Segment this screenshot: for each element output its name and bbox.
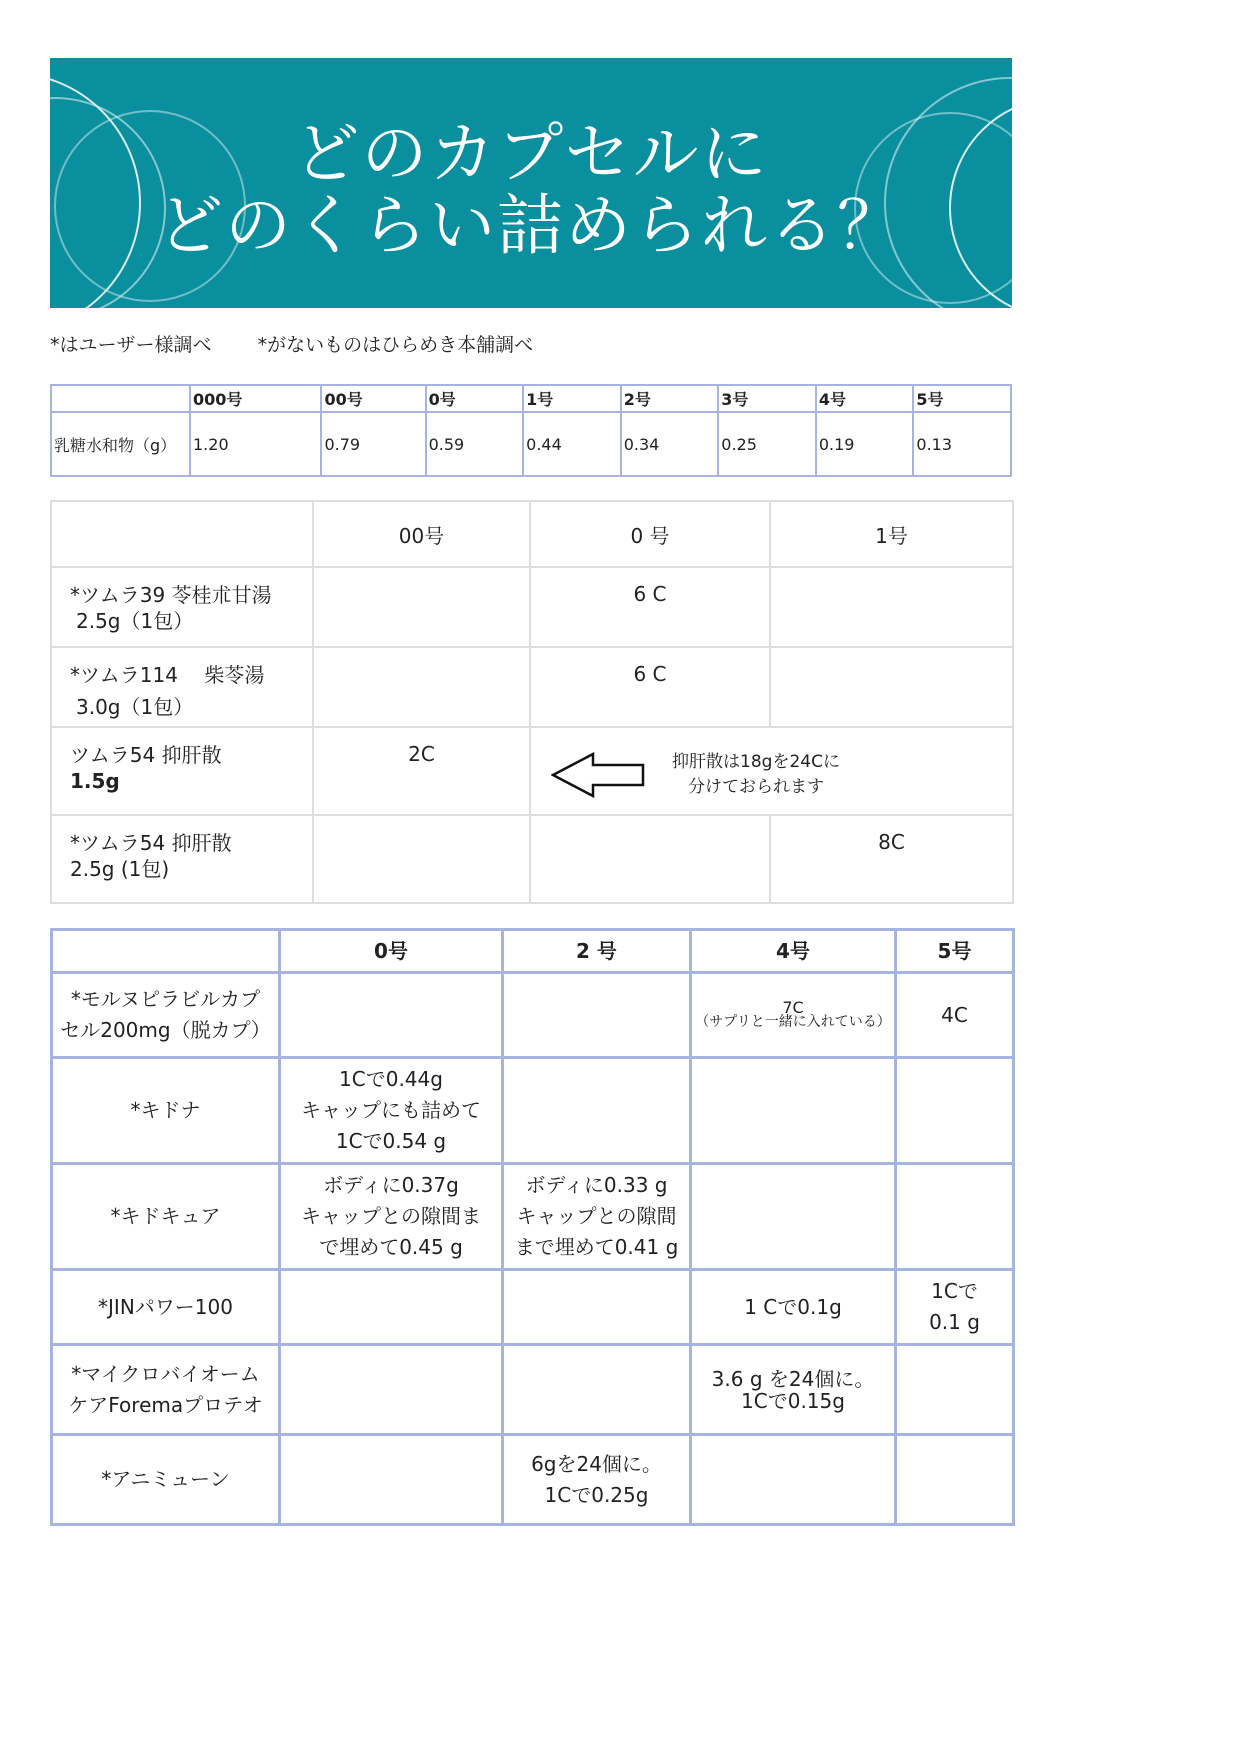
cell-2	[503, 1435, 691, 1525]
table-row	[52, 1270, 1014, 1345]
value-cell: 0.19	[816, 412, 914, 476]
cell-0	[280, 1435, 503, 1525]
row-label	[51, 815, 313, 903]
cell-line: キャップにも詰めて	[301, 1098, 481, 1122]
cell-0: 6 C	[530, 567, 770, 647]
cell-5: 4C	[896, 973, 1014, 1058]
title-line-2: どのくらい詰められる？	[157, 187, 905, 264]
row-label	[51, 567, 313, 647]
cell-5	[896, 1345, 1014, 1435]
value-cell: 0.79	[321, 412, 425, 476]
cell-0: 6 C	[530, 647, 770, 727]
cell-line: 1Cで0.25g	[544, 1482, 649, 1507]
cell-0	[280, 1164, 503, 1270]
table-row	[51, 567, 1013, 647]
value-cell: 0.13	[913, 412, 1011, 476]
row-label-name: *ツムラ54 抑肝散	[70, 831, 232, 855]
header-cell: 000号	[190, 385, 321, 412]
cell-2	[503, 973, 691, 1058]
cell-4	[691, 973, 896, 1058]
header-cell: 0号	[426, 385, 524, 412]
cell-line: 1Cで0.15g	[741, 1388, 845, 1413]
arrow-note-line: 抑肝散は18gを24Cに	[672, 752, 840, 772]
cell-0	[280, 1058, 503, 1164]
header-cell: 00号	[313, 501, 530, 567]
row-label: 乳糖水和物（g）	[51, 412, 190, 476]
note-cell	[530, 727, 1013, 815]
table-header-row	[51, 385, 1011, 412]
cell-line: 1Cで0.54 g	[335, 1129, 447, 1153]
cell-0	[280, 1270, 503, 1345]
title-banner	[50, 58, 1012, 308]
row-label-line: *マイクロバイオーム	[71, 1361, 260, 1386]
cell-2	[503, 1345, 691, 1435]
row-label-amount: 2.5g (1包)	[70, 857, 170, 881]
cell-subnote: （サプリと一緒に入れている）	[695, 1014, 891, 1030]
cell-0	[530, 815, 770, 903]
cell-0	[280, 1345, 503, 1435]
header-cell: 1号	[770, 501, 1013, 567]
table-header-row	[51, 501, 1013, 567]
value-cell: 0.34	[621, 412, 719, 476]
header-cell: 2 号	[503, 930, 691, 973]
row-label	[52, 1345, 280, 1435]
cell-4	[691, 1058, 896, 1164]
table-row	[52, 1058, 1014, 1164]
cell-2	[503, 1164, 691, 1270]
row-label-line: ケアForemaプロテオ	[68, 1392, 263, 1417]
header-cell	[51, 385, 190, 412]
header-cell: 5号	[913, 385, 1011, 412]
supplement-capsule-table	[50, 928, 1015, 1526]
cell-00	[313, 567, 530, 647]
cell-5	[896, 1270, 1014, 1345]
table-row	[51, 647, 1013, 727]
cell-0	[280, 973, 503, 1058]
table-row	[52, 1345, 1014, 1435]
row-label-line: セル200mg（脱カプ）	[60, 1018, 271, 1042]
cell-line: 3.6 g を24個に。	[711, 1366, 875, 1391]
row-label: *アニミューン	[52, 1435, 280, 1525]
table-row	[52, 973, 1014, 1058]
header-cell: 5号	[896, 930, 1014, 973]
row-label-amount: 1.5g	[70, 769, 120, 793]
cell-1	[770, 647, 1013, 727]
row-label-amount: 2.5g（1包）	[76, 609, 194, 633]
cell-line: 1Cで0.44g	[339, 1067, 443, 1091]
cell-line: ボディに0.37g	[323, 1173, 459, 1197]
lactose-capacity-table	[50, 384, 1012, 477]
cell-line: 0.1 g	[929, 1310, 980, 1334]
row-label	[51, 647, 313, 727]
header-cell	[52, 930, 280, 973]
legend-note	[50, 330, 573, 357]
cell-1: 8C	[770, 815, 1013, 903]
cell-00: 2C	[313, 727, 530, 815]
row-label: *キドナ	[52, 1058, 280, 1164]
cell-5	[896, 1164, 1014, 1270]
row-label: *キドキュア	[52, 1164, 280, 1270]
cell-5	[896, 1435, 1014, 1525]
header-cell: 1号	[523, 385, 621, 412]
header-cell: 0号	[280, 930, 503, 973]
table-row	[51, 412, 1011, 476]
header-cell: 0 号	[530, 501, 770, 567]
header-cell: 4号	[816, 385, 914, 412]
cell-line: で埋めて0.45 g	[319, 1235, 463, 1259]
table-row	[51, 815, 1013, 903]
row-label-amount: 3.0g（1包）	[76, 695, 194, 719]
table-row	[52, 1435, 1014, 1525]
cell-line: ボディに0.33 g	[525, 1173, 668, 1197]
cell-4	[691, 1345, 896, 1435]
table-row	[52, 1164, 1014, 1270]
cell-4	[691, 1164, 896, 1270]
kampo-capsule-table	[50, 500, 1014, 904]
row-label-name: ツムラ54 抑肝散	[70, 743, 222, 767]
row-label	[52, 973, 280, 1058]
cell-00	[313, 815, 530, 903]
note-user-survey: *はユーザー様調べ	[50, 334, 212, 356]
table-header-row	[52, 930, 1014, 973]
table-row	[51, 727, 1013, 815]
header-cell: 00号	[321, 385, 425, 412]
row-label-name: *ツムラ39 苓桂朮甘湯	[70, 583, 272, 607]
arrow-note-line: 分けておられます	[688, 777, 824, 797]
value-cell: 1.20	[190, 412, 321, 476]
cell-1	[770, 567, 1013, 647]
header-cell: 4号	[691, 930, 896, 973]
value-cell: 0.59	[426, 412, 524, 476]
page-title	[50, 115, 1012, 264]
row-label: *JINパワー100	[52, 1270, 280, 1345]
cell-line: キャップとの隙間	[516, 1204, 677, 1228]
header-cell	[51, 501, 313, 567]
cell-line: 6gを24個に。	[531, 1451, 662, 1476]
row-label	[51, 727, 313, 815]
header-cell: 3号	[718, 385, 816, 412]
row-label-name: *ツムラ114 柴苓湯	[70, 663, 265, 687]
cell-5	[896, 1058, 1014, 1164]
header-cell: 2号	[621, 385, 719, 412]
cell-2	[503, 1058, 691, 1164]
title-line-1: どのカプセルに	[293, 115, 769, 192]
cell-2	[503, 1270, 691, 1345]
cell-4	[691, 1435, 896, 1525]
cell-00	[313, 647, 530, 727]
arrow-note	[651, 750, 861, 800]
cell-line: まで埋めて0.41 g	[514, 1235, 679, 1259]
cell-line: キャップとの隙間ま	[301, 1204, 481, 1228]
value-cell: 0.44	[523, 412, 621, 476]
note-store-survey: *がないものはひらめき本舗調べ	[257, 334, 534, 356]
left-arrow-icon	[551, 752, 645, 798]
value-cell: 0.25	[718, 412, 816, 476]
cell-4: 1 Cで0.1g	[691, 1270, 896, 1345]
cell-line: 1Cで	[931, 1279, 978, 1303]
cell-value: 7C	[782, 998, 804, 1017]
row-label-line: *モルヌピラビルカプ	[70, 987, 261, 1011]
